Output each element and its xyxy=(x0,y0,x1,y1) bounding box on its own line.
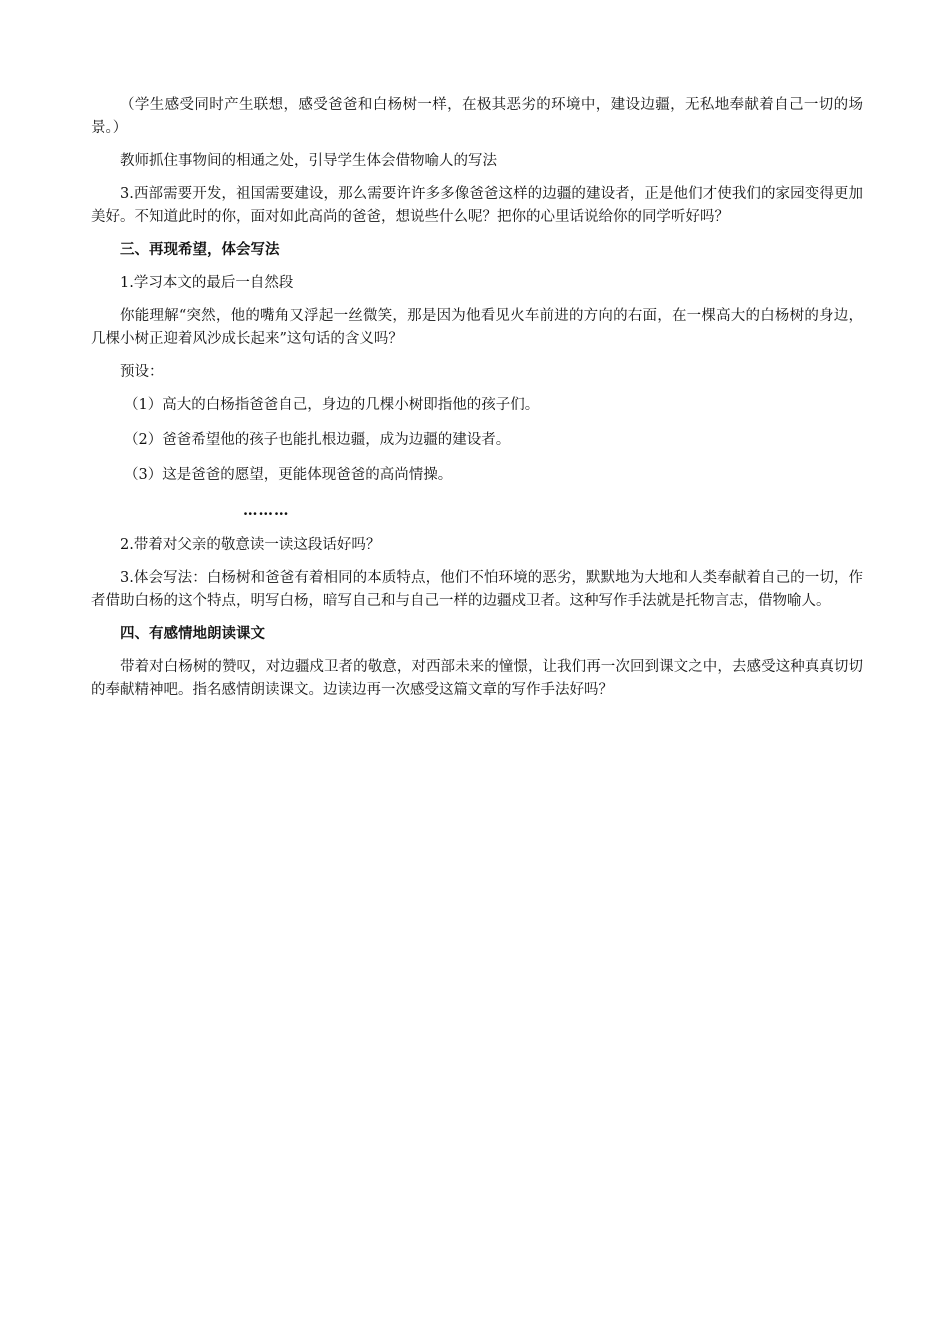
list-item: （1）高大的白杨指爸爸自己，身边的几棵小树即指他的孩子们。 xyxy=(124,397,540,413)
paragraph-read-respect: 2.带着对父亲的敬意读一读这段话好吗？ xyxy=(120,537,381,553)
list-item: （2）爸爸希望他的孩子也能扎根边疆，成为边疆的建设者。 xyxy=(124,432,511,448)
paragraph-study-last: 1.学习本文的最后一自然段 xyxy=(120,275,294,291)
paragraph-student-feeling: （学生感受同时产生联想，感受爸爸和白杨树一样，在极其恶劣的环境中，建设边疆，无私地奉献着自己一切的场景。） xyxy=(91,97,863,136)
list-item: （3）这是爸爸的愿望，更能体现爸爸的高尚情操。 xyxy=(124,467,453,483)
ellipsis: ……… xyxy=(243,502,290,519)
paragraph-western-development: 3.西部需要开发，祖国需要建设，那么需要许许多多像爸爸这样的边疆的建设者，正是他们才使我们的家园变得更加美好。不知道此时的你，面对如此高尚的爸爸，想说些什么呢？把你的心里话说给你的同学听好吗？ xyxy=(91,186,863,225)
paragraph-question: 你能理解“突然，他的嘴角又浮起一丝微笑，那是因为他看见火车前进的方向的右面，在一棵高大的白杨树的身边，几棵小树正迎着风沙成长起来”这句话的含义吗？ xyxy=(91,308,863,347)
paragraph-preset: 预设： xyxy=(120,364,164,380)
section-heading-four: 四、有感情地朗读课文 xyxy=(120,626,265,642)
document-page xyxy=(91,94,863,712)
section-heading-three: 三、再现希望，体会写法 xyxy=(120,242,280,258)
paragraph-teacher-guide: 教师抓住事物间的相通之处，引导学生体会借物喻人的写法 xyxy=(120,153,497,169)
paragraph-read-aloud: 带着对白杨树的赞叹，对边疆戍卫者的敬意，对西部未来的憧憬，让我们再一次回到课文之中，去感受这种真真切切的奉献精神吧。指名感情朗读课文。边读边再一次感受这篇文章的写作手法好吗？ xyxy=(91,659,863,698)
paragraph-writing-method: 3.体会写法：白杨树和爸爸有着相同的本质特点，他们不怕环境的恶劣，默默地为大地和人类奉献着自己的一切，作者借助白杨的这个特点，明写白杨，暗写自己和与自己一样的边疆戍卫者。这种写作手法就是托物言志，借物喻人。 xyxy=(91,570,863,609)
